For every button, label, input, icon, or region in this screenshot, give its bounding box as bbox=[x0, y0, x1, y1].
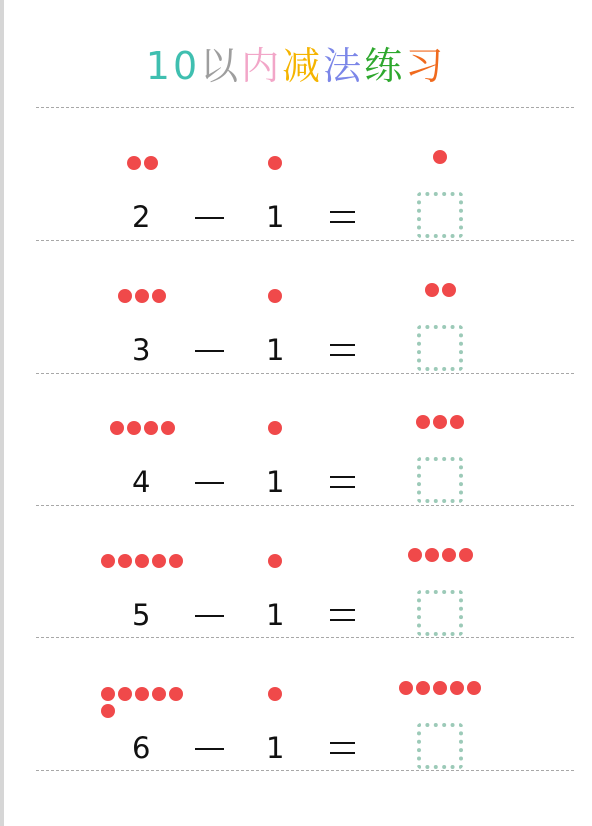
divider-line bbox=[36, 107, 574, 108]
counting-dot bbox=[118, 687, 132, 701]
counting-dot bbox=[101, 704, 115, 718]
answer-box[interactable] bbox=[417, 457, 463, 503]
counting-dot bbox=[268, 289, 282, 303]
equals-sign-top-bar bbox=[330, 742, 355, 744]
title-part-10: 10 bbox=[145, 44, 201, 88]
minus-sign bbox=[195, 350, 224, 352]
subtrahend-dots bbox=[268, 156, 282, 170]
subtrahend-number: 1 bbox=[266, 731, 285, 765]
counting-dot bbox=[127, 156, 141, 170]
equals-sign-bottom-bar bbox=[330, 752, 355, 754]
counting-dot bbox=[433, 681, 447, 695]
counting-dot bbox=[268, 554, 282, 568]
counting-dot bbox=[135, 289, 149, 303]
answer-box[interactable] bbox=[417, 723, 463, 769]
subtrahend-dots bbox=[268, 421, 282, 435]
answer-hint-dots bbox=[399, 681, 481, 695]
counting-dot bbox=[450, 415, 464, 429]
counting-dot bbox=[442, 283, 456, 297]
problem-row bbox=[0, 415, 592, 547]
minuend-number: 6 bbox=[132, 731, 151, 765]
answer-box[interactable] bbox=[417, 590, 463, 636]
counting-dot bbox=[450, 681, 464, 695]
title-char-lian: 练 bbox=[364, 44, 406, 88]
counting-dot bbox=[399, 681, 413, 695]
divider-line bbox=[36, 505, 574, 506]
subtrahend-dots bbox=[268, 687, 282, 701]
counting-dot bbox=[268, 156, 282, 170]
title-char-nei: 内 bbox=[241, 44, 283, 88]
counting-dot bbox=[425, 283, 439, 297]
minuend-dots bbox=[101, 687, 183, 718]
equals-sign-top-bar bbox=[330, 476, 355, 478]
counting-dot bbox=[416, 415, 430, 429]
counting-dot bbox=[144, 156, 158, 170]
counting-dot bbox=[161, 421, 175, 435]
answer-box[interactable] bbox=[417, 325, 463, 371]
counting-dot bbox=[135, 687, 149, 701]
title-char-fa: 法 bbox=[323, 44, 365, 88]
answer-hint-dots bbox=[416, 415, 464, 429]
divider-line bbox=[36, 240, 574, 241]
minuend-dots bbox=[110, 421, 175, 435]
equals-sign-bottom-bar bbox=[330, 354, 355, 356]
counting-dot bbox=[169, 687, 183, 701]
minus-sign bbox=[195, 482, 224, 484]
counting-dot bbox=[433, 150, 447, 164]
counting-dot bbox=[135, 554, 149, 568]
counting-dot bbox=[268, 421, 282, 435]
counting-dot bbox=[442, 548, 456, 562]
equals-sign-bottom-bar bbox=[330, 619, 355, 621]
counting-dot bbox=[416, 681, 430, 695]
counting-dot bbox=[101, 687, 115, 701]
counting-dot bbox=[152, 554, 166, 568]
subtrahend-number: 1 bbox=[266, 598, 285, 632]
counting-dot bbox=[152, 289, 166, 303]
minuend-number: 3 bbox=[132, 333, 151, 367]
counting-dot bbox=[467, 681, 481, 695]
counting-dot bbox=[127, 421, 141, 435]
counting-dot bbox=[110, 421, 124, 435]
answer-box[interactable] bbox=[417, 192, 463, 238]
answer-hint-dots bbox=[408, 548, 473, 562]
title-char-jian: 减 bbox=[282, 44, 324, 88]
minuend-number: 2 bbox=[132, 200, 151, 234]
problem-row bbox=[0, 681, 592, 813]
title-char-xi: 习 bbox=[405, 44, 447, 88]
minus-sign bbox=[195, 615, 224, 617]
equals-sign-top-bar bbox=[330, 211, 355, 213]
minuend-number: 4 bbox=[132, 465, 151, 499]
worksheet-title bbox=[0, 41, 592, 91]
counting-dot bbox=[152, 687, 166, 701]
counting-dot bbox=[118, 289, 132, 303]
equals-sign-bottom-bar bbox=[330, 221, 355, 223]
minus-sign bbox=[195, 748, 224, 750]
counting-dot bbox=[118, 554, 132, 568]
answer-hint-dots bbox=[433, 150, 447, 164]
equals-sign-top-bar bbox=[330, 344, 355, 346]
subtrahend-number: 1 bbox=[266, 200, 285, 234]
minuend-dots bbox=[118, 289, 166, 303]
minuend-number: 5 bbox=[132, 598, 151, 632]
problem-row bbox=[0, 283, 592, 415]
subtrahend-dots bbox=[268, 554, 282, 568]
equals-sign-bottom-bar bbox=[330, 486, 355, 488]
counting-dot bbox=[169, 554, 183, 568]
counting-dot bbox=[433, 415, 447, 429]
subtrahend-number: 1 bbox=[266, 465, 285, 499]
divider-line bbox=[36, 373, 574, 374]
counting-dot bbox=[459, 548, 473, 562]
minuend-dots bbox=[101, 554, 183, 568]
counting-dot bbox=[101, 554, 115, 568]
counting-dot bbox=[268, 687, 282, 701]
subtrahend-dots bbox=[268, 289, 282, 303]
divider-line bbox=[36, 637, 574, 638]
equals-sign-top-bar bbox=[330, 609, 355, 611]
counting-dot bbox=[408, 548, 422, 562]
answer-hint-dots bbox=[425, 283, 456, 297]
divider-line bbox=[36, 770, 574, 771]
counting-dot bbox=[425, 548, 439, 562]
problem-row bbox=[0, 150, 592, 282]
subtrahend-number: 1 bbox=[266, 333, 285, 367]
minuend-dots bbox=[127, 156, 158, 170]
minus-sign bbox=[195, 217, 224, 219]
problem-row bbox=[0, 548, 592, 680]
counting-dot bbox=[144, 421, 158, 435]
title-char-yi: 以 bbox=[200, 44, 242, 88]
